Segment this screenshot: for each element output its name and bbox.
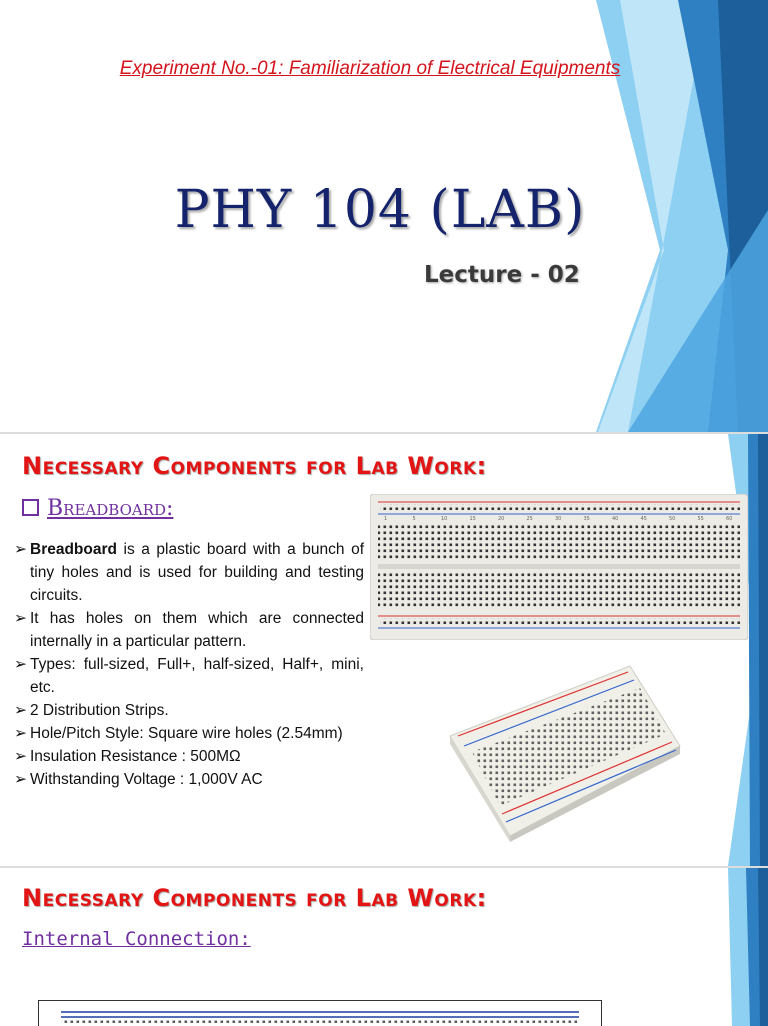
subheading-label: Breadboard: (47, 496, 174, 521)
breadboard-column-label: 5 (412, 516, 416, 522)
arrow-bullet-icon: ➢ (14, 771, 27, 788)
checkbox-bullet-icon (22, 499, 39, 516)
breadboard-column-label: 50 (669, 516, 676, 522)
breadboard-bullet-list (14, 538, 364, 791)
title-slide (0, 0, 768, 432)
bullet-item: ➢ 2 Distribution Strips. (14, 699, 364, 722)
section-heading: Necessary Components for Lab Work: (22, 884, 487, 912)
experiment-title: Experiment No.-01: Familiarization of Electrical Equipments (119, 58, 621, 79)
arrow-bullet-icon: ➢ (14, 748, 27, 765)
bullet-item: ➢ Breadboard is a plastic board with a bunch of tiny holes and is used for building and testing circuits. (14, 538, 364, 607)
arrow-bullet-icon: ➢ (14, 656, 27, 673)
blue-triangle-decoration (688, 868, 768, 1026)
breadboard-column-label: 1 (384, 516, 388, 522)
breadboard-column-label: 30 (555, 516, 562, 522)
breadboard-column-label: 55 (697, 516, 704, 522)
breadboard-column-label: 10 (441, 516, 448, 522)
breadboard-column-label: 60 (726, 516, 733, 522)
lecture-number: Lecture - 02 (424, 262, 580, 288)
breadboard-top-image (370, 494, 748, 640)
breadboard-slide (0, 432, 768, 866)
breadboard-subheading (22, 496, 173, 521)
breadboard-column-label: 45 (640, 516, 647, 522)
internal-connection-diagram (38, 1000, 602, 1026)
arrow-bullet-icon: ➢ (14, 702, 27, 719)
internal-connection-subheading: Internal Connection: (22, 928, 251, 950)
breadboard-column-label: 35 (583, 516, 590, 522)
section-heading: Necessary Components for Lab Work: (22, 452, 487, 480)
breadboard-column-label: 15 (469, 516, 476, 522)
arrow-bullet-icon: ➢ (14, 610, 27, 627)
breadboard-angled-image (440, 656, 684, 842)
bullet-item: ➢ Types: full-sized, Full+, half-sized, Half+, mini, etc. (14, 653, 364, 699)
bullet-item: ➢ Hole/Pitch Style: Square wire holes (2.54mm) (14, 722, 364, 745)
breadboard-column-label: 40 (612, 516, 619, 522)
bullet-item: ➢ It has holes on them which are connected internally in a particular pattern. (14, 607, 364, 653)
arrow-bullet-icon: ➢ (14, 541, 27, 558)
breadboard-column-label: 20 (498, 516, 505, 522)
arrow-bullet-icon: ➢ (14, 725, 27, 742)
bullet-item: ➢ Insulation Resistance : 500MΩ (14, 745, 364, 768)
internal-connection-slide (0, 866, 768, 1026)
breadboard-column-label: 25 (526, 516, 533, 522)
bullet-item: ➢ Withstanding Voltage : 1,000V AC (14, 768, 364, 791)
course-title: PHY 104 (LAB) (174, 180, 586, 240)
